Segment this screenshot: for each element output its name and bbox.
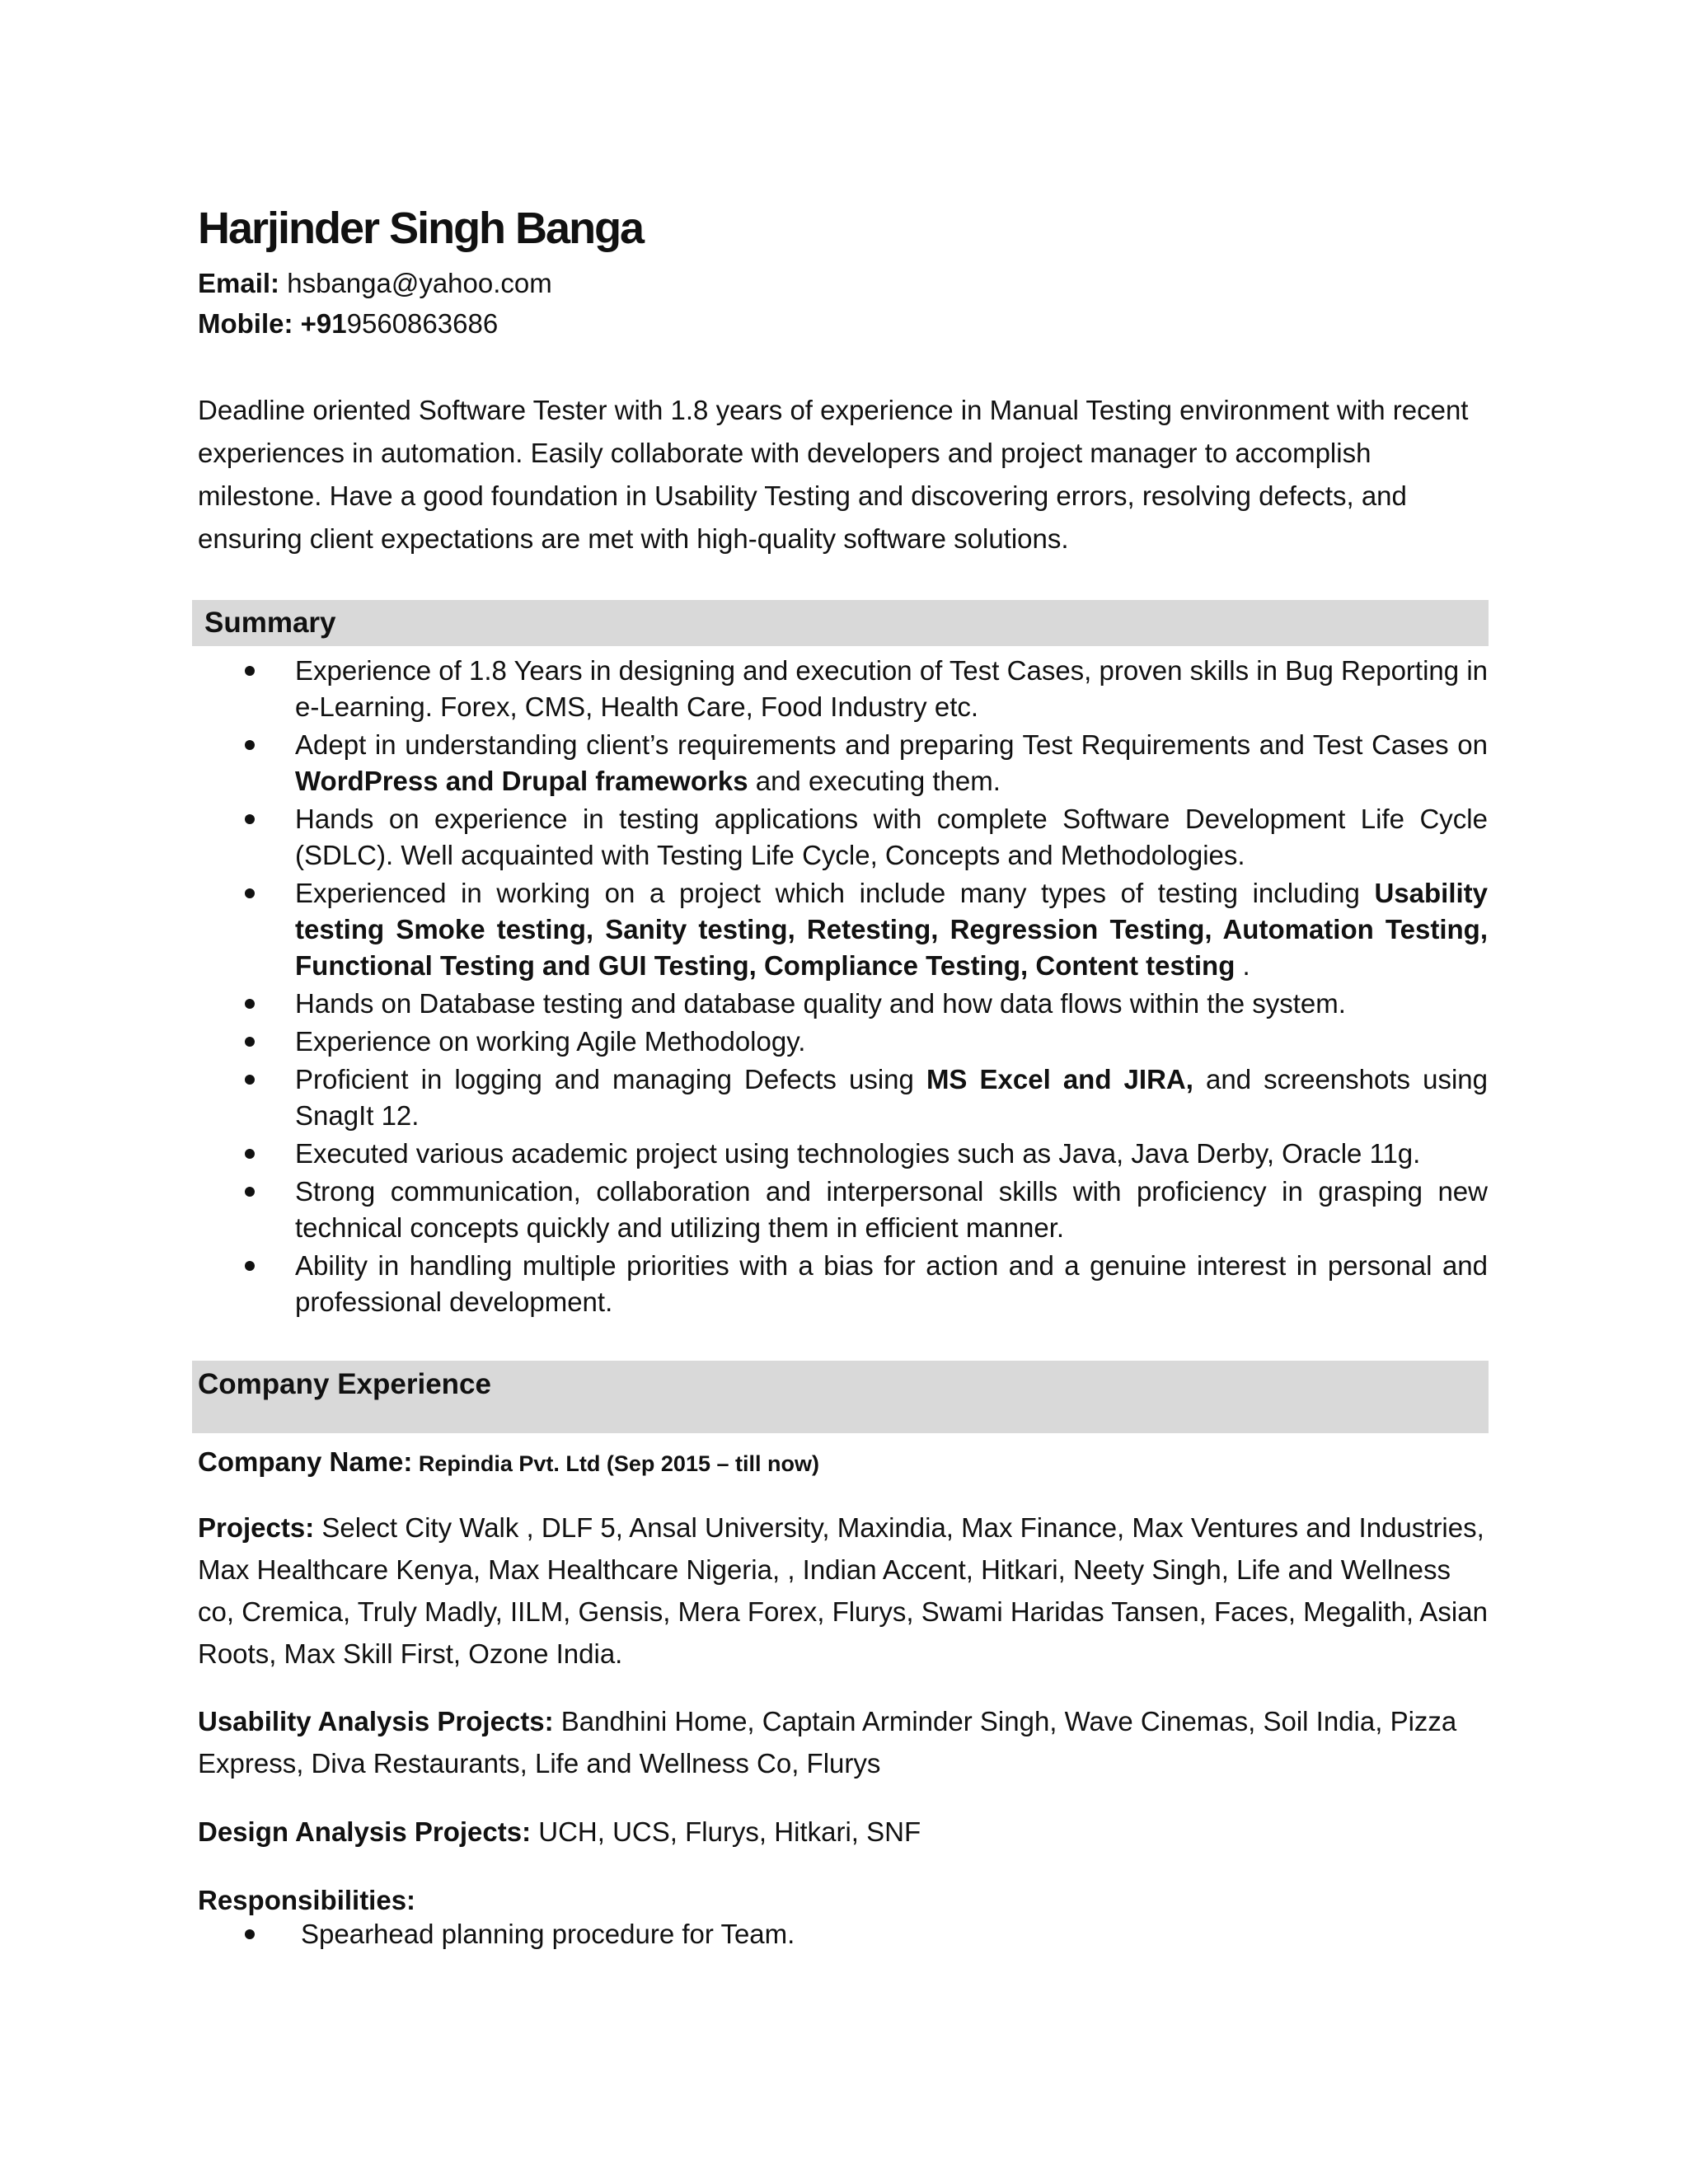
experience-heading: Company Experience: [198, 1368, 491, 1400]
design-label: Design Analysis Projects:: [198, 1816, 532, 1847]
bullet-icon: [245, 1149, 255, 1159]
list-item-text: and executing them.: [748, 766, 1001, 796]
design-value: UCH, UCS, Flurys, Hitkari, SNF: [531, 1816, 921, 1847]
list-item-text: Ability in handling multiple priorities with a bias for action and a genuine interest in personal and professional development.: [295, 1250, 1488, 1317]
bullet-icon: [245, 814, 255, 824]
bullet-icon: [245, 1261, 255, 1271]
list-item-text: Experience on working Agile Methodology.: [295, 1026, 806, 1057]
projects-label: Projects:: [198, 1512, 315, 1543]
mobile-prefix: +91: [293, 308, 347, 339]
list-item-text: Hands on Database testing and database quality and how data flows within the system.: [295, 988, 1346, 1019]
company-value: Repindia Pvt. Ltd (Sep 2015 – till now): [412, 1451, 819, 1476]
design-projects-paragraph: [198, 1811, 1488, 1853]
bullet-icon: [245, 1037, 255, 1047]
mobile-value: 9560863686: [346, 308, 499, 339]
email-label: Email:: [198, 268, 280, 298]
bullet-icon: [245, 666, 255, 676]
list-item-bold: MS Excel and JIRA,: [926, 1064, 1193, 1094]
list-item: [198, 653, 1488, 725]
usability-value: Bandhini Home, Captain Arminder Singh, Wave Cinemas, Soil India, Pizza Express, Diva Restaurants, Life and Wellness Co, Flurys: [198, 1706, 1457, 1779]
bullet-icon: [245, 1075, 255, 1085]
list-item-text: Hands on experience in testing applications with complete Software Development Life Cycle (SDLC). Well acquainted with Testing Life Cycle, Concepts and Methodologies.: [295, 804, 1488, 870]
list-item-text: Strong communication, collaboration and interpersonal skills with proficiency in grasping new technical concepts quickly and utilizing them in efficient manner.: [295, 1176, 1488, 1243]
company-label: Company Name:: [198, 1446, 413, 1477]
projects-paragraph: [198, 1507, 1488, 1675]
candidate-name: Harjinder Singh Banga: [198, 204, 644, 253]
list-item: [198, 801, 1488, 874]
summary-section-bar: [192, 600, 1489, 646]
list-item: [198, 986, 1488, 1022]
list-item-text: Adept in understanding client’s requirements and preparing Test Requirements and Test Cases on: [295, 729, 1488, 760]
responsibilities-list: [198, 1916, 1488, 1954]
responsibilities-label: Responsibilities:: [198, 1885, 416, 1915]
list-item-text: and screenshots using SnagIt 12.: [295, 1064, 1489, 1131]
list-item: [198, 1174, 1488, 1246]
list-item-text: Experience of 1.8 Years in designing and execution of Test Cases, proven skills in Bug Reporting in e-Learning. Forex, CMS, Health Care, Food Industry etc.: [295, 655, 1488, 722]
email-line: [198, 265, 552, 302]
list-item: [198, 1136, 1488, 1172]
summary-heading: Summary: [204, 607, 336, 639]
bullet-icon: [245, 740, 255, 750]
list-item: [198, 1062, 1488, 1134]
list-item: [198, 875, 1488, 984]
usability-label: Usability Analysis Projects:: [198, 1706, 554, 1736]
responsibilities-heading: [198, 1879, 1488, 1921]
list-item-text: Proficient in logging and managing Defects using: [295, 1064, 926, 1094]
projects-value: Select City Walk , DLF 5, Ansal University, Maxindia, Max Finance, Max Ventures and Industries, Max Healthcare Kenya, Max Healthcare Nigeria, , Indian Accent, Hitkari, Neety Singh, Life and Wellness co, Cremica, Truly Madly, IILM, Gensis, Mera Forex, Flurys, Swami Haridas Tansen, Faces, Megalith, Asian Roots, Max Skill First, Ozone India.: [198, 1512, 1488, 1669]
mobile-label: Mobile:: [198, 308, 293, 339]
list-item-text: Spearhead planning procedure for Team.: [301, 1919, 795, 1949]
mobile-line: [198, 306, 498, 342]
bullet-icon: [245, 999, 255, 1009]
list-item-bold: WordPress and Drupal frameworks: [295, 766, 748, 796]
email-value[interactable]: hsbanga@yahoo.com: [279, 268, 552, 298]
list-item: [198, 1916, 1488, 1952]
list-item-text: .: [1235, 950, 1250, 981]
company-name-line: [198, 1441, 1488, 1485]
usability-projects-paragraph: [198, 1700, 1488, 1784]
bullet-icon: [245, 1929, 255, 1939]
list-item-text: Executed various academic project using technologies such as Java, Java Derby, Oracle 11g.: [295, 1138, 1421, 1169]
list-item: [198, 727, 1488, 799]
summary-list: [198, 653, 1488, 1322]
bullet-icon: [245, 888, 255, 898]
list-item-bold: Usability testing Smoke testing, Sanity testing, Retesting, Regression Testing, Automation Testing, Functional Testing and GUI Testing, Compliance Testing, Content testing: [295, 878, 1488, 981]
list-item-text: Experienced in working on a project which include many types of testing including: [295, 878, 1375, 908]
bullet-icon: [245, 1187, 255, 1197]
list-item: [198, 1024, 1488, 1060]
list-item: [198, 1248, 1488, 1320]
intro-paragraph: Deadline oriented Software Tester with 1.8 years of experience in Manual Testing environment with recent experiences in automation. Easily collaborate with developers and project manager to accomplish milestone. Have a good foundation in Usability Testing and discovering errors, resolving defects, and ensuring client expectations are met with high-quality software solutions.: [198, 395, 1469, 554]
